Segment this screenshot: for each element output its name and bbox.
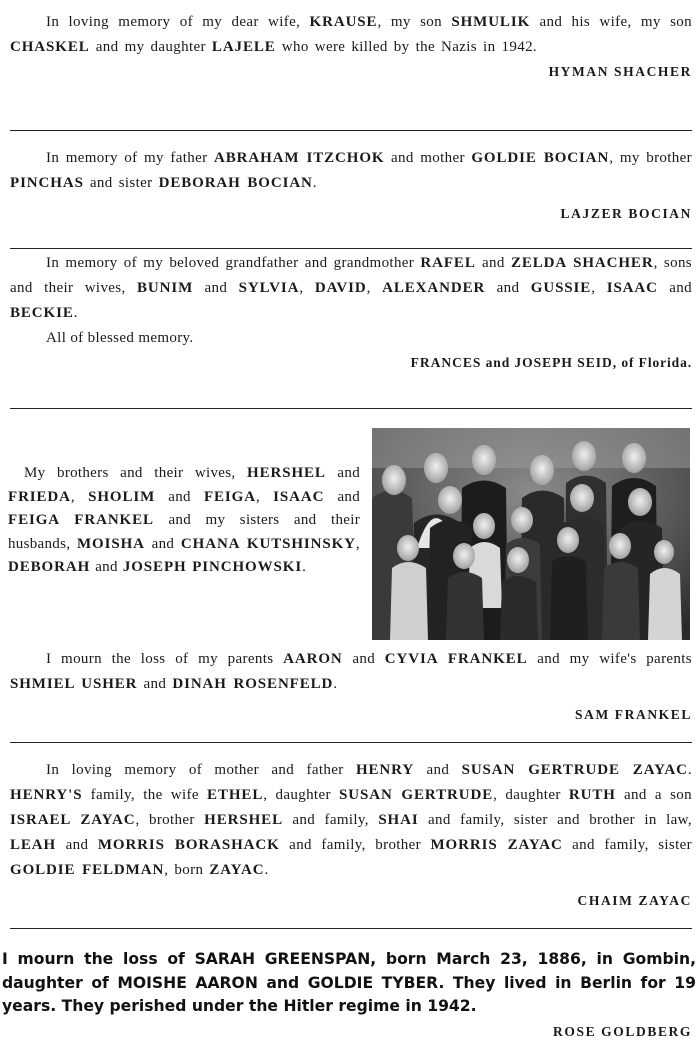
name-highlight: JOSEPH PINCHOWSKI	[122, 559, 303, 575]
entry-signature: ROSE GOLDBERG	[553, 1024, 692, 1039]
memorial-entry-seid	[10, 251, 692, 373]
name-highlight: LEAH	[10, 837, 57, 853]
name-highlight: ISAAC	[273, 488, 325, 505]
entry-extra-line: All of blessed memory.	[46, 330, 194, 346]
name-highlight: HENRY'S	[10, 787, 83, 803]
memorial-entry-zayac	[10, 758, 692, 911]
name-highlight: SHOLIM	[88, 488, 156, 505]
name-highlight: FRIEDA	[8, 488, 71, 505]
name-highlight: SUSAN GERTRUDE	[339, 787, 494, 803]
name-highlight: MORRIS BORASHACK	[97, 837, 280, 853]
name-highlight: AARON	[283, 651, 343, 667]
entry-signature: CHAIM ZAYAC	[577, 893, 692, 908]
divider-rule	[10, 742, 692, 743]
name-highlight: ISRAEL ZAYAC	[10, 812, 136, 828]
name-highlight: DEBORAH BOCIAN	[158, 175, 313, 191]
name-highlight: SHMIEL USHER	[10, 676, 138, 692]
name-highlight: MOISHA	[77, 535, 145, 552]
name-highlight: , of Florida.	[612, 355, 692, 370]
divider-rule	[10, 130, 692, 131]
memorial-entry-greenspan: I mourn the loss of SARAH GREENSPAN, born March 23, 1886, in Gombin, daughter of MOISHE AARON and GOLDIE TYBER. They lived in Berlin for 19 years. They perished under the Hitler regime in 1942.	[2, 950, 696, 1015]
entry-text: In loving memory of mother and father HENRY and SUSAN GERTRUDE ZAYAC. HENRY'S family, the wife ETHEL, daughter SUSAN GERTRUDE, daughter RUTH and a son ISRAEL ZAYAC, brother HERSHEL and family, SHAI and family, sister and brother in law, LEAH and MORRIS BORASHACK and family, brother MORRIS ZAYAC and family, sister GOLDIE FELDMAN, born ZAYAC.	[10, 762, 692, 878]
name-highlight: ZAYAC	[209, 862, 265, 878]
name-highlight: FEIGA	[203, 488, 256, 505]
divider-rule	[10, 248, 692, 249]
name-highlight: GUSSIE	[530, 280, 592, 296]
entry-text: In memory of my beloved grandfather and grandmother RAFEL and ZELDA SHACHER, sons and their wives, BUNIM and SYLVIA, DAVID, ALEXANDER and GUSSIE, ISAAC and BECKIE.	[10, 255, 692, 321]
entry-text: My brothers and their wives, HERSHEL and FRIEDA, SHOLIM and FEIGA, ISAAC and FEIGA FRANKEL and my sisters and their husbands, MOISHA and CHANA KUTSHINSKY, DEBORAH and JOSEPH PINCHOWSKI.	[8, 465, 360, 575]
name-highlight: ZELDA SHACHER	[510, 255, 654, 271]
entry-text: In memory of my father ABRAHAM ITZCHOK and mother GOLDIE BOCIAN, my brother PINCHAS and sister DEBORAH BOCIAN.	[10, 150, 692, 191]
name-highlight: ALEXANDER	[382, 280, 486, 296]
entry-signature: FRANCES and JOSEPH SEID, of Florida.	[410, 355, 692, 370]
entry-text: In loving memory of my dear wife, KRAUSE, my son SHMULIK and his wife, my son CHASKEL and my daughter LAJELE who were killed by the Nazis in 1942.	[10, 14, 693, 55]
name-highlight: KRAUSE	[309, 14, 378, 30]
name-highlight: MORRIS ZAYAC	[430, 837, 563, 853]
name-highlight: HENRY	[355, 762, 415, 778]
name-highlight: SYLVIA	[238, 280, 300, 296]
entry-signature: SAM FRANKEL	[575, 707, 692, 722]
name-highlight: DAVID	[314, 280, 367, 296]
name-highlight: ETHEL	[207, 787, 264, 803]
entry-signature: LAJZER BOCIAN	[560, 206, 692, 221]
name-highlight: and	[481, 355, 515, 370]
name-highlight: ISAAC	[606, 280, 658, 296]
name-highlight: PINCHAS	[10, 175, 84, 191]
memorial-entry-frankel-siblings	[8, 462, 360, 580]
entry-text: I mourn the loss of my parents AARON and CYVIA FRANKEL and my wife's parents SHMIEL USHER and DINAH ROSENFELD.	[10, 651, 692, 692]
name-highlight: GOLDIE FELDMAN	[10, 862, 165, 878]
name-highlight: HERSHEL	[204, 812, 283, 828]
name-highlight: ABRAHAM ITZCHOK	[213, 150, 385, 166]
name-highlight: SHAI	[378, 812, 419, 828]
entry-signature: HYMAN SHACHER	[548, 64, 692, 79]
name-highlight: RAFEL	[420, 255, 476, 271]
name-highlight: BECKIE	[10, 305, 74, 321]
family-group-photo	[372, 428, 690, 640]
name-highlight: GOLDIE BOCIAN	[471, 150, 610, 166]
divider-rule	[10, 408, 692, 409]
name-highlight: BUNIM	[136, 280, 194, 296]
name-highlight: DINAH ROSENFELD	[172, 676, 334, 692]
memorial-entry-bocian	[10, 146, 692, 224]
name-highlight: RUTH	[568, 787, 616, 803]
divider-rule	[10, 928, 692, 929]
memorial-entry-frankel-parents	[10, 647, 692, 725]
memorial-entry-shacher	[10, 10, 692, 82]
name-highlight: DEBORAH	[8, 559, 91, 575]
name-highlight: HERSHEL	[247, 465, 326, 481]
name-highlight: LAJELE	[211, 39, 276, 55]
name-highlight: CYVIA FRANKEL	[384, 651, 528, 667]
name-highlight: SHMULIK	[451, 14, 531, 30]
name-highlight: FEIGA FRANKEL	[8, 512, 154, 528]
name-highlight: CHANA KUTSHINSKY	[180, 535, 356, 552]
name-highlight: CHASKEL	[10, 39, 90, 55]
name-highlight: SUSAN GERTRUDE ZAYAC	[461, 762, 688, 778]
